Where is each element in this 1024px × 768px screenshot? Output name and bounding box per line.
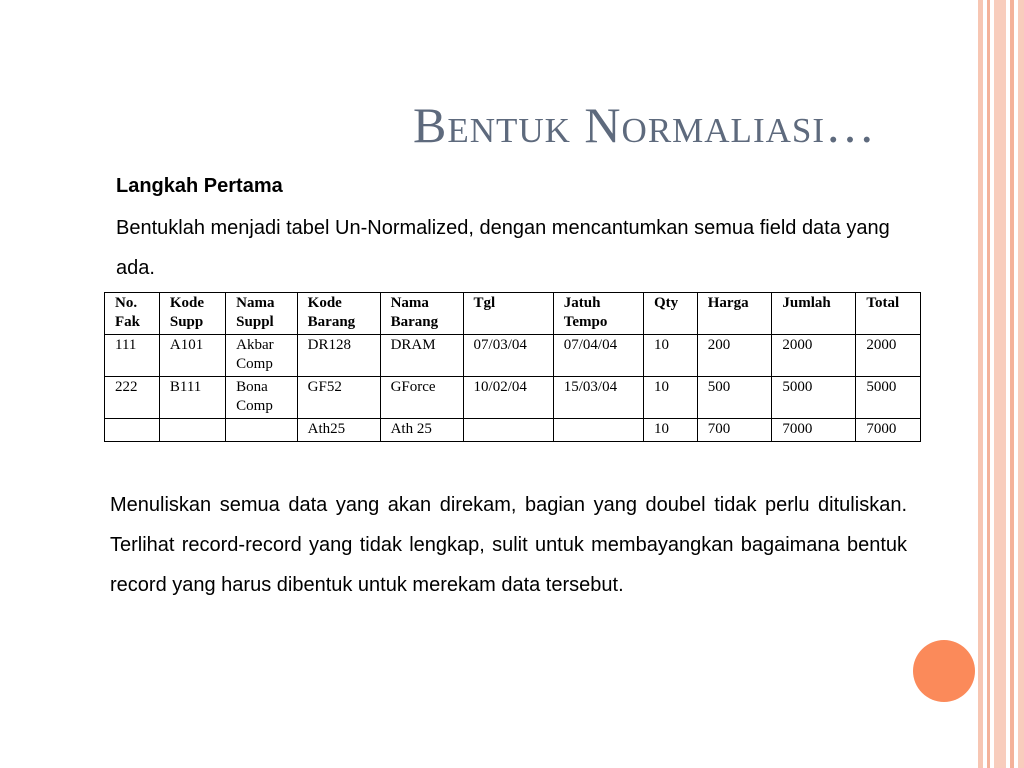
cell-text: Qty [653,295,679,311]
decorative-circle [913,640,975,702]
cell-text: 2000 [782,337,813,353]
slide-title: Bentuk Normaliasi… [413,97,876,153]
table-cell [463,419,553,442]
table-cell [643,419,697,442]
decorative-stripes [978,0,1024,768]
cell-text: Comp [236,356,273,372]
table-cell [772,377,856,419]
table-cell [772,419,856,442]
table-cell [463,377,553,419]
cell-text: 222 [115,379,138,395]
column-header [226,293,297,335]
cell-text: GForce [390,379,436,395]
table-cell [105,419,160,442]
table-cell [105,335,160,377]
cell-text: Kode [307,295,342,311]
table-cell [697,377,772,419]
table-cell [463,335,553,377]
table-cell [643,335,697,377]
table-cell [226,377,297,419]
table-cell [297,335,380,377]
table-cell [159,419,225,442]
cell-text: B111 [169,379,202,395]
cell-text: Barang [390,314,439,330]
cell-text: 10 [653,421,669,437]
cell-text: Bona [236,379,268,395]
cell-text: 07/03/04 [473,337,527,353]
table-cell [297,377,380,419]
cell-text: Ath25 [307,421,346,437]
cell-text: 10/02/04 [473,379,527,395]
section-heading: Langkah Pertama [116,175,283,197]
stripe [978,0,983,768]
table-cell [553,419,643,442]
cell-text: 10 [653,379,669,395]
cell-text: Nama [390,295,429,311]
column-header [105,293,160,335]
cell-text: Tgl [473,295,496,311]
cell-text: 15/03/04 [563,379,618,395]
column-header [643,293,697,335]
cell-text: 5000 [866,379,897,395]
cell-text: Suppl [236,314,274,330]
cell-text: 200 [707,337,731,353]
stripe [1018,0,1024,768]
cell-text: No. [115,295,138,311]
column-header [856,293,921,335]
table-cell [856,419,921,442]
stripe [1010,0,1014,768]
cell-text: Kode [169,295,205,311]
column-header [380,293,463,335]
table-cell [380,419,463,442]
table-cell [772,335,856,377]
table-cell [697,335,772,377]
table-cell [380,335,463,377]
table-cell [226,335,297,377]
table-cell [856,335,921,377]
table-row [105,377,921,419]
table-cell [380,377,463,419]
cell-text: Tempo [563,314,608,330]
cell-text: 2000 [866,337,897,353]
table-row [105,419,921,442]
table-cell [297,419,380,442]
table-cell [159,377,225,419]
column-header [553,293,643,335]
column-header [297,293,380,335]
description-paragraph: Menuliskan semua data yang akan direkam, bagian yang doubel tidak perlu dituliskan. Terlihat record-record yang tidak lengkap, sulit untuk membayangkan bagaimana bentuk record yang harus dibentuk untuk merekam data tersebut. [110,494,907,596]
table-body [105,335,921,442]
column-header [159,293,225,335]
cell-text: Jumlah [782,295,831,311]
cell-text: Barang [307,314,356,330]
table-row [105,335,921,377]
cell-text: 7000 [782,421,813,437]
table-cell [226,419,297,442]
table-cell [697,419,772,442]
table-cell [553,335,643,377]
column-header [697,293,772,335]
table-cell [105,377,160,419]
cell-text: Fak [115,314,141,330]
cell-text: Harga [707,295,749,311]
table-header-row [105,293,921,335]
intro-text: Bentuklah menjadi tabel Un-Normalized, dengan mencantumkan semua field data yang ada. [116,217,890,279]
column-header [463,293,553,335]
cell-text: 111 [115,337,137,353]
cell-text: Total [866,295,900,311]
cell-text: Supp [169,314,204,330]
cell-text: DR128 [307,337,351,353]
cell-text: 500 [707,379,731,395]
table-cell [553,377,643,419]
table-cell [159,335,225,377]
unnormalized-table [104,292,921,442]
cell-text: GF52 [307,379,342,395]
cell-text: DRAM [390,337,436,353]
cell-text: Akbar [236,337,274,353]
column-header [772,293,856,335]
cell-text: 700 [707,421,731,437]
cell-text: 10 [653,337,669,353]
cell-text: Comp [236,398,273,414]
cell-text: A101 [169,337,204,353]
stripe [987,0,990,768]
table-cell [643,377,697,419]
cell-text: Ath 25 [390,421,432,437]
stripe [994,0,1006,768]
cell-text: Nama [236,295,275,311]
cell-text: 07/04/04 [563,337,618,353]
cell-text: Jatuh [563,295,601,311]
cell-text: 7000 [866,421,897,437]
cell-text: 5000 [782,379,813,395]
table-cell [856,377,921,419]
